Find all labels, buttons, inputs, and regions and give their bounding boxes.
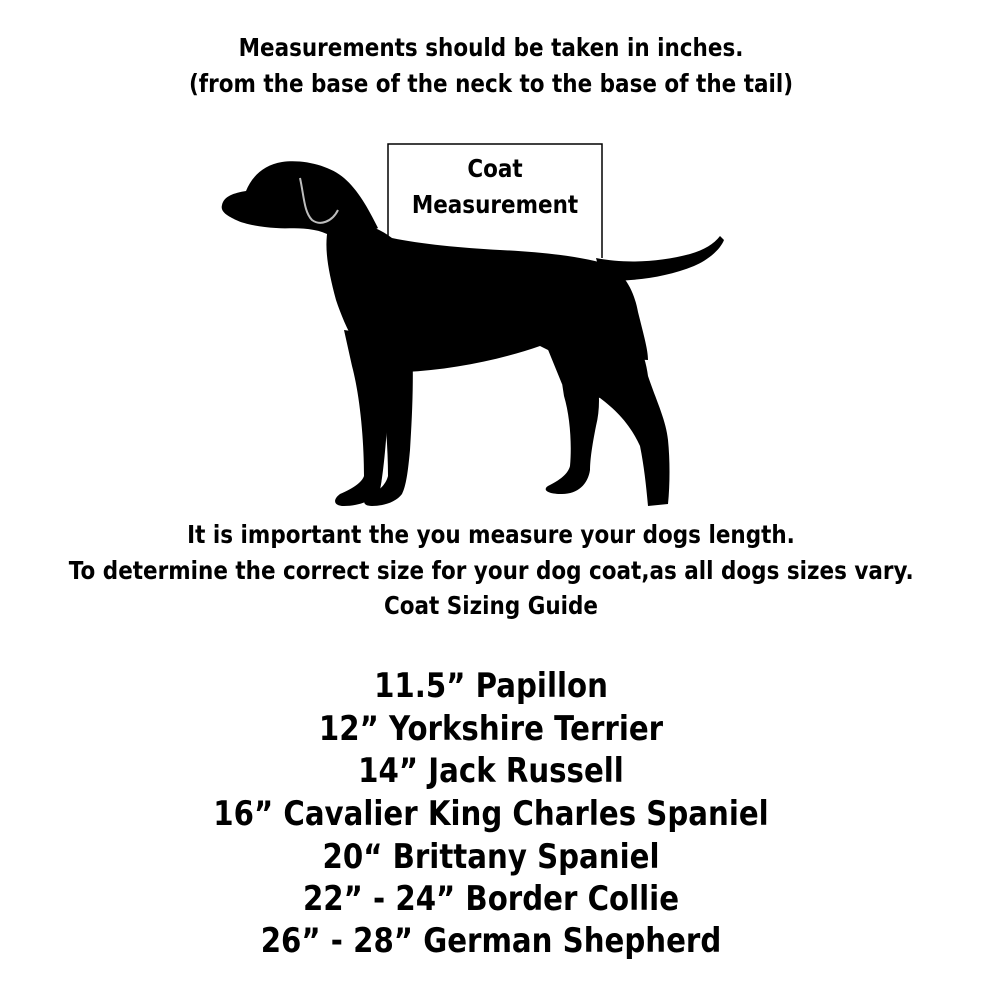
header-line-1: Measurements should be taken in inches.	[238, 33, 744, 62]
info-line-1: It is important the you measure your dogs length.	[187, 520, 795, 549]
size-row-papillon: 11.5” Papillon	[374, 666, 608, 706]
coat-box-label-line-2: Measurement	[411, 190, 579, 219]
info-line-2: To determine the correct size for your dog coat,as all dogs sizes vary.	[68, 556, 914, 585]
size-row-yorkshire-terrier: 12” Yorkshire Terrier	[318, 709, 664, 749]
size-row-german-shepherd: 26” - 28” German Shepherd	[260, 921, 722, 961]
size-row-border-collie: 22” - 24” Border Collie	[302, 879, 680, 919]
size-row-brittany-spaniel: 20“ Brittany Spaniel	[322, 837, 660, 877]
sizing-guide-title: Coat Sizing Guide	[383, 591, 599, 620]
size-row-cavalier: 16” Cavalier King Charles Spaniel	[213, 794, 769, 834]
coat-box-label-line-1: Coat	[467, 154, 523, 183]
header-line-2: (from the base of the neck to the base of the tail)	[188, 69, 794, 98]
size-row-jack-russell: 14” Jack Russell	[358, 751, 624, 791]
